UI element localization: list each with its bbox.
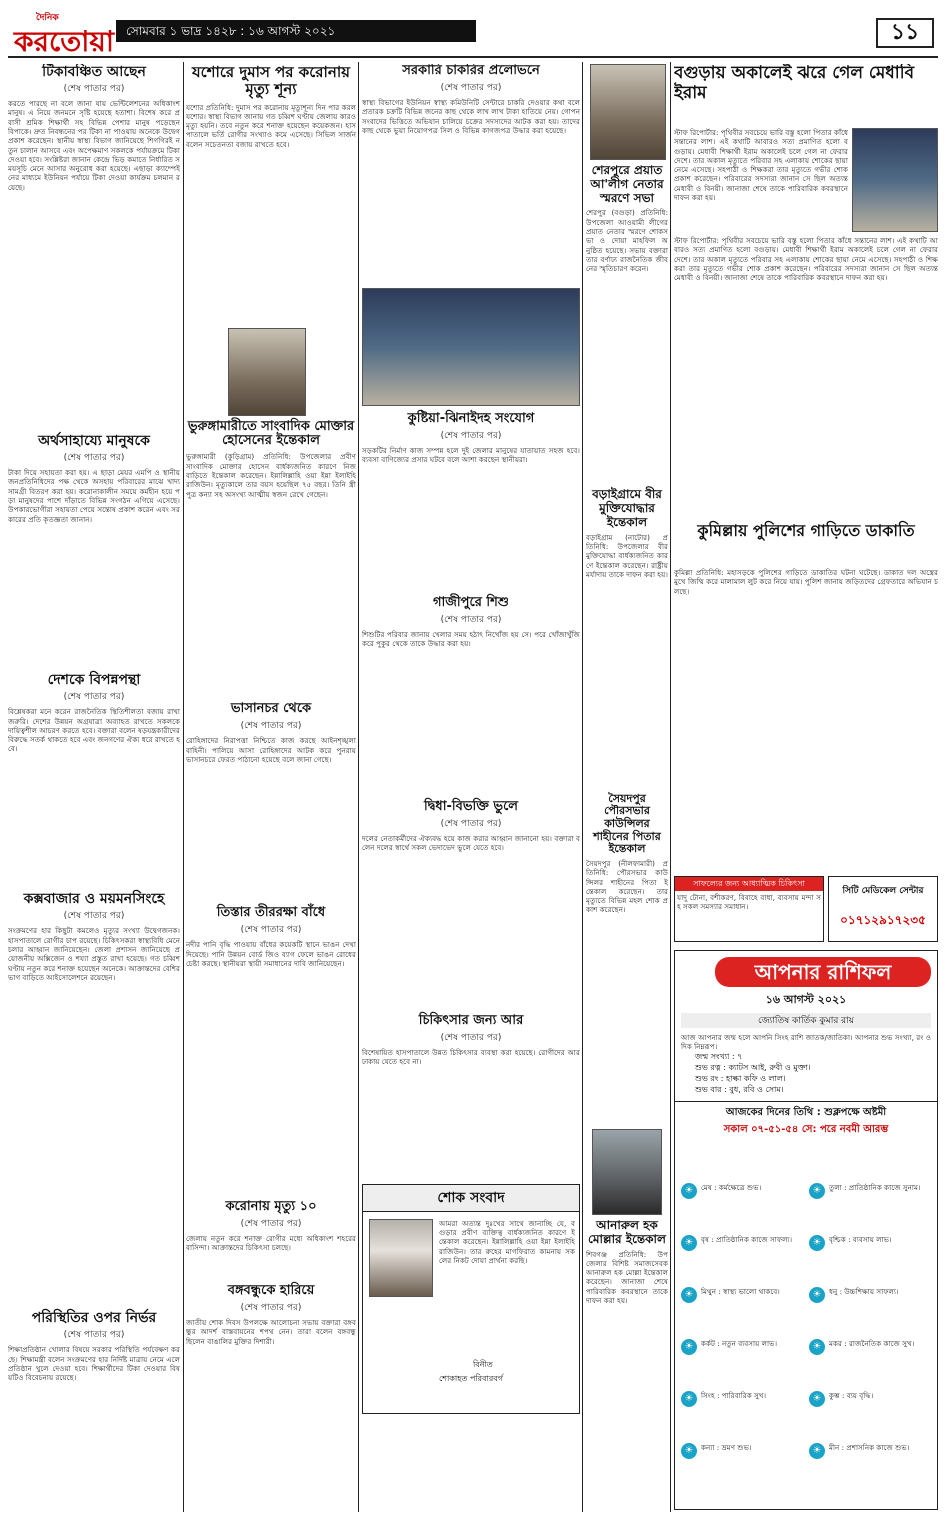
continued-label: (শেষ পাতার পর): [63, 692, 125, 703]
article-body: শিক্ষাপ্রতিষ্ঠান খোলার বিষয়ে সরকার পরিস্থিতি পর্যবেক্ষণ করছে। শিক্ষামন্ত্রী বলেন সংক্রমণের হার নির্দিষ্ট মাত্রায় নেমে এলে প্রতিষ্ঠান খুলে দেওয়া হবে। শিক্ষার্থীদের টিকা দেওয়ার বিষয়টিও বিবেচনায় রয়েছে।: [8, 1345, 180, 1383]
page-number: ১১: [876, 18, 934, 48]
lead-photo: [852, 128, 938, 232]
group-photo: [362, 288, 580, 406]
horoscope-date: ১৬ আগস্ট ২০২১: [765, 993, 847, 1006]
article-body: জেলায় নতুন করে শনাক্ত রোগীর মধ্যে অধিকাংশ শহরের বাসিন্দা। আক্রান্তদের চিকিৎসা চলছে।: [186, 1234, 356, 1253]
tithi-line-2: সকাল ০৭-৫১-৫৪ সে: পরে নবমী আরম্ভ: [723, 1124, 889, 1135]
article-body: বিশ্লেষকরা মনে করেন রাজনৈতিক স্থিতিশীলতা বজায় রাখা জরুরি। দেশের উন্নয়ন অগ্রযাত্রা অব্যাহত রাখতে সকলকে দায়িত্বশীল আচরণ করতে হবে। বক্তারা বলেন ষড়যন্ত্রকারীদের বিরুদ্ধে সতর্ক থাকতে হবে এবং জনগণের ঐক্য ধরে রাখতে হবে।: [8, 707, 180, 754]
article-body: স্বাস্থ্য বিভাগের ইউনিয়ন স্বাস্থ্য কমিউনিটি সেন্টারে চাকরি দেওয়ার কথা বলে প্রতারক চক্রটি বিভিন্ন জনের কাছ থেকে লাখ লাখ টাকা হাতিয়ে নেয়। গোপন সংবাদের ভিত্তিতে অভিযান চালিয়ে চক্রের সদস্যদের আটক করা হয়। তাদের কাছ থেকে ভুয়া নিয়োগপত্র সিল ও বিভিন্ন কাগজপত্র উদ্ধার করা হয়েছে।: [362, 97, 580, 135]
article-body: কুমিল্লা প্রতিনিধি: মহাসড়কে পুলিশের গাড়িতে ডাকাতির ঘটনা ঘটেছে। ডাকাত দল অস্ত্রের মুখে জিম্মি করে মালামাল লুট করে নিয়ে যায়। পুলিশ জানায় জড়িতদের গ্রেফতারে অভিযান চলছে।: [674, 568, 938, 596]
article-body: ভুরুঙ্গামারী (কুড়িগ্রাম) প্রতিনিধি: উপজেলার প্রবীণ সাংবাদিক মোক্তার হোসেন বার্ধক্যজনিত কারণে নিজ বাড়িতে ইন্তেকাল করেছেন। ইন্নালিল্লাহি ওয়া ইন্না ইলাইহি রাজিউন। মৃত্যুকালে তার বয়স হয়েছিল ৭৫ বছর। তিনি স্ত্রী পুত্র কন্যা সহ অসংখ্য আত্মীয় স্বজন রেখে গেছেন।: [186, 452, 356, 499]
headline: কুষ্টিয়া-ঝিনাইদহ সংযোগ: [407, 410, 535, 426]
article-body: বিশেষায়িত হাসপাতালে উন্নত চিকিৎসার ব্যবস্থা করা হয়েছে। রোগীদের আর ঢাকায় যেতে হবে না।: [362, 1047, 580, 1066]
ad-box: [828, 876, 938, 942]
headline: সৈয়দপুর পৌরসভার কাউন্সিলর শাহীনের পিতার ইন্তেকাল: [593, 791, 661, 856]
logo-text: করতোয়া: [14, 25, 114, 58]
horoscope-row: শুভ রং : হাল্কা কফি ও লাল।: [695, 1074, 786, 1083]
sign-text: বৃষ : প্রাতিষ্ঠানিক কাজে সাফল্য।: [701, 1235, 793, 1244]
sun-sign-icon: ☀: [809, 1443, 825, 1459]
horoscope-row: শুভ বার : বুধ, রবি ও সোম।: [695, 1085, 784, 1094]
article-body: শেরপুর (বগুড়া) প্রতিনিধি: উপজেলা আওয়ামী লীগের প্রয়াত নেতার স্মরণে শোকসভা ও দোয়া মাহফিল অনুষ্ঠিত হয়েছে। সভায় বক্তারা তার বর্ণাঢ্য রাজনৈতিক জীবনের স্মৃতিচারণ করেন।: [586, 208, 668, 274]
continued-label: (শেষ পাতার পর): [63, 911, 125, 922]
date-line: সোমবার ১ ভাদ্র ১৪২৮ : ১৬ আগস্ট ২০২১: [116, 20, 476, 42]
sign-text: কন্যা : ভ্রমণ শুভ।: [701, 1443, 752, 1452]
article-body: শিবগঞ্জ প্রতিনিধি: উপজেলার বিশিষ্ট সমাজসেবক আনারুল হক মোল্লা ইন্তেকাল করেছেন। জানাজা শেষে পারিবারিক কবরস্থানে তাকে দাফন করা হয়।: [586, 1249, 668, 1306]
newspaper-logo: [8, 8, 114, 58]
condolence-sign: বিনীত: [473, 1359, 493, 1369]
headline: দেশকে বিপন্নপন্থা: [47, 672, 141, 689]
headline: দ্বিধা-বিভক্তি ভুলে: [423, 798, 518, 814]
continued-label: (শেষ পাতার পর): [240, 721, 302, 732]
portrait-photo: [592, 1129, 662, 1215]
logo-small-text: দৈনিক: [36, 13, 59, 23]
condolence-title: শোক সংবাদ: [363, 1185, 579, 1212]
lead-headline: বগুড়ায় অকালেই ঝরে গেল মেধাবি ইরাম: [674, 64, 915, 103]
sign-text: বৃশ্চিক : ব্যবসায় লাভ।: [829, 1235, 892, 1244]
headline: বঙ্গবন্ধুকে হারিয়ে: [227, 1283, 315, 1299]
sun-sign-icon: ☀: [681, 1339, 697, 1355]
condolence-sign-name: শোকাহত পরিবারবর্গ: [439, 1373, 503, 1383]
article-body: জাতীয় শোক দিবস উপলক্ষে আলোচনা সভায় বক্তারা বঙ্গবন্ধুর আদর্শ বাস্তবায়নের শপথ নেন। তারা বলেন বঙ্গবন্ধু ছিলেন বাঙালির মুক্তির দিশারী।: [186, 1318, 356, 1346]
continued-label: (শেষ পাতার পর): [440, 430, 502, 441]
horoscope-title: আপনার রাশিফল: [715, 957, 931, 987]
article-body: সৈয়দপুর (নীলফামারী) প্রতিনিধি: পৌরসভার কাউন্সিলর শাহীনের পিতা ইন্তেকাল করেছেন। তার মৃত্যুতে বিভিন্ন মহল শোক প্রকাশ করেছেন।: [586, 858, 668, 915]
headline: সরকারি চাকরির প্রলোভনে: [402, 64, 540, 78]
sun-sign-icon: ☀: [681, 1183, 697, 1199]
column-3: [362, 64, 580, 1512]
column-5: [674, 64, 938, 1512]
headline: শেরপুরে প্রয়াত আ'লীগ নেতার স্মরণে সভা: [590, 163, 664, 205]
headline: টিকাবঞ্চিত আছেন: [42, 64, 146, 80]
continued-label: (শেষ পাতার পর): [440, 818, 502, 829]
ad-phone: ০১৭১২৯১৭২৩৫: [840, 913, 926, 927]
headline: পরিস্থিতির ওপর নির্ভর: [31, 1310, 157, 1327]
sign-text: মিথুন : স্বাস্থ্য ভালো থাকবে।: [701, 1287, 780, 1296]
sun-sign-icon: ☀: [809, 1391, 825, 1407]
continued-label: (শেষ পাতার পর): [440, 614, 502, 625]
sun-sign-icon: ☀: [681, 1443, 697, 1459]
article-body: সংক্রমণের হার কিছুটা কমলেও মৃত্যুর সংখ্যা উদ্বেগজনক। হাসপাতালে রোগীর চাপ রয়েছে। চিকিৎসকরা স্বাস্থ্যবিধি মেনে চলার আহ্বান জানিয়েছেন। জেলা প্রশাসন জানিয়েছে প্রয়োজনীয় অক্সিজেন ও শয্যা প্রস্তুত রাখা হয়েছে। গত চব্বিশ ঘণ্টায় নতুন করে শনাক্ত হয়েছেন অনেকে। আক্রান্তদের বেশিরভাগ বাড়িতে আইসোলেশনে রয়েছেন।: [8, 926, 180, 982]
ad-box: [674, 876, 824, 942]
headline: ভুরুঙ্গামারীতে সাংবাদিক মোক্তার হোসেনের ইন্তেকাল: [187, 418, 355, 449]
article-body: নদীর পানি বৃদ্ধি পাওয়ায় বাঁধের কয়েকটি স্থানে ভাঙন দেখা দিয়েছে। পানি উন্নয়ন বোর্ড জিও ব্যাগ ফেলে ভাঙন রোধের চেষ্টা করছে। স্থানীয়রা স্থায়ী সমাধানের দাবি জানিয়েছেন।: [186, 940, 356, 968]
sign-text: মীন : প্রশাসনিক কাজে শুভ।: [829, 1443, 910, 1452]
ad-title: সিটি মেডিকেল সেন্টার: [842, 886, 924, 896]
headline: চিকিৎসার জন্য আর: [418, 1012, 524, 1028]
headline: অর্থসাহায্যে মানুষকে: [38, 433, 150, 450]
sun-sign-icon: ☀: [681, 1287, 697, 1303]
horoscope-rows: [675, 1051, 937, 1095]
continued-label: (শেষ পাতার পর): [240, 925, 302, 936]
sign-text: মেষ : কর্মক্ষেত্রে শুভ।: [701, 1183, 762, 1192]
signs-right: [809, 1183, 933, 1503]
masthead: [8, 6, 938, 58]
ad-body: যাদু টোনা, বশীকরণ, বিবাহে বাধা, ব্যবসায় মন্দা সহ সকল সমস্যার সমাধান।: [677, 893, 821, 912]
horoscope-row: শুভ রত্ন : ক্যাটস আই, রুবী ও মুক্তা।: [695, 1063, 811, 1072]
article-body: শিশুটির পরিবার জানায় খেলার সময় হঠাৎ নিখোঁজ হয় সে। পরে খোঁজাখুঁজি করে পুকুর থেকে তাকে উদ্ধার করা হয়।: [362, 629, 580, 649]
headline: তিস্তার তীররক্ষা বাঁধে: [216, 905, 326, 921]
headline: বড়াইগ্রামে বীর মুক্তিযোদ্ধার ইন্তেকাল: [592, 487, 662, 529]
horoscope-box: [674, 950, 938, 1510]
continued-label: (শেষ পাতার পর): [440, 82, 502, 93]
column-1: [8, 64, 180, 1512]
condolence-body: আমরা অত্যন্ত দুঃখের সাথে জানাচ্ছি যে, বগুড়ার প্রবীণ ব্যক্তিত্ব বার্ধক্যজনিত কারণে ইন্তেকাল করেছেন। ইন্নালিল্লাহি ওয়া ইন্না ইলাইহি রাজিউন। তার রুহের মাগফিরাত কামনায় সকলের নিকট দোয়া প্রার্থনা করছি।: [439, 1218, 575, 1265]
continued-label: (শেষ পাতার পর): [240, 1219, 302, 1230]
horoscope-row: জন্ম সংখ্যা : ৭: [695, 1052, 743, 1061]
sun-sign-icon: ☀: [681, 1391, 697, 1407]
sign-text: তুলা : প্রাতিষ্ঠানিক কাজে সুনাম।: [829, 1183, 921, 1192]
sign-text: কুম্ভ : ব্যয় বৃদ্ধি।: [829, 1391, 874, 1400]
article-body: সড়কটির নির্মাণ কাজ সম্পন্ন হলে দুই জেলার মানুষের যাতায়াত সহজ হবে। ব্যবসা বাণিজ্যের প্রসার ঘটবে বলে আশা করছেন স্থানীয়রা।: [362, 445, 580, 465]
column-4: [586, 64, 668, 1512]
portrait-photo: [228, 328, 306, 416]
article-body: রোহিঙ্গাদের নিরাপত্তা নিশ্চিতে কাজ করছে আইনশৃঙ্খলা বাহিনী। পালিয়ে আসা রোহিঙ্গাদের আটক করে পুনরায় ভাসানচরে ফেরত পাঠানো হয়েছে বলে জানা গেছে।: [186, 736, 356, 764]
article-body: বড়াইগ্রাম (নাটোর) প্রতিনিধি: উপজেলার বীর মুক্তিযোদ্ধা বার্ধক্যজনিত কারণে ইন্তেকাল করেছেন। রাষ্ট্রীয় মর্যাদায় তাকে দাফন করা হয়।: [586, 532, 668, 579]
sun-sign-icon: ☀: [809, 1287, 825, 1303]
article-body: টাকা দিয়ে সহায়তা করা হয়। এ ছাড়া মেয়র এমপি ও স্থানীয় জনপ্রতিনিধিদের পক্ষ থেকে অসহায় পরিবারের মাঝে খাদ্যসামগ্রী বিতরণ করা হয়। করোনাকালীন সময়ে কর্মহীন হয়ে পড়া মানুষদের পাশে দাঁড়াতে বিভিন্ন সংগঠন এগিয়ে এসেছে। উপকারভোগীরা সহায়তা পেয়ে সন্তোষ প্রকাশ করেন এবং সরকারের প্রতি কৃতজ্ঞতা জানান।: [8, 468, 180, 524]
continued-label: (শেষ পাতার পর): [440, 1032, 502, 1043]
sign-text: সিংহ : পারিবারিক সুখ।: [701, 1391, 767, 1400]
continued-label: (শেষ পাতার পর): [63, 84, 125, 95]
signs-left: [681, 1183, 805, 1503]
continued-label: (শেষ পাতার পর): [63, 1330, 125, 1341]
headline: করোনায় মৃত্যু ১০: [225, 1199, 317, 1215]
sign-text: কর্কট : নতুন ব্যবসায় লাভ।: [701, 1339, 778, 1348]
sun-sign-icon: ☀: [809, 1339, 825, 1355]
lead-body-cont: স্টাফ রিপোর্টার: পৃথিবীর সবচেয়ে ভারি বস্তু হলো পিতার কাঁধে সন্তানের লাশ। এই কথাটি আবারও সত্য প্রমাণিত হলো বগুড়ায়। মেধাবী শিক্ষার্থী ইরাম অকালেই চলে গেল না ফেরার দেশে। তার অকাল মৃত্যুতে পরিবার সহ এলাকায় শোকের ছায়া নেমে এসেছে। সহপাঠী ও শিক্ষকরা তার মৃত্যুতে গভীর শোক প্রকাশ করেছেন। পরিবারের সদস্যরা জানান সে ছিল অত্যন্ত মেধাবী ও বিনয়ী। জানাজা শেষে তাকে পারিবারিক কবরস্থানে দাফন করা হয়।: [674, 236, 938, 283]
column-2: [186, 64, 356, 1512]
sun-sign-icon: ☀: [809, 1235, 825, 1251]
continued-label: (শেষ পাতার পর): [240, 1303, 302, 1314]
sign-text: ধনু : উচ্চশিক্ষায় সাফল্য।: [829, 1287, 899, 1296]
condolence-box: [362, 1184, 580, 1414]
ad-title: সাফল্যের জন্য আধ্যাত্মিক চিকিৎসা: [675, 877, 823, 891]
headline: আনারুল হক মোল্লার ইন্তেকাল: [588, 1217, 666, 1246]
headline: ভাসানচর থেকে: [230, 701, 312, 717]
headline: কুমিল্লায় পুলিশের গাড়িতে ডাকাতি: [697, 521, 915, 540]
article-body: যশোর প্রতিনিধি: দুমাস পর করোনায় মৃত্যুশূন্য দিন পার করল যশোর। স্বাস্থ্য বিভাগ জানায় গত চব্বিশ ঘণ্টায় জেলায় কারও মৃত্যু হয়নি। তবে নতুন করে শনাক্ত হয়েছেন কয়েকজন। হাসপাতালে ভর্তি রোগীর সংখ্যাও কমে এসেছে। সিভিল সার্জন বলেন সচেতনতা বজায় রাখতে হবে।: [186, 102, 356, 149]
article-body: করতে পারছে না বলে জানা যায় ভেন্টিলেশনের অধিকাংশ মানুষ। এ নিয়ে জনমনে সৃষ্টি হয়েছে হতাশা। বিশেষ করে প্রবাসী শ্রমিক শিক্ষার্থী সহ বিভিন্ন পেশার মানুষ পড়েছেন বিপাকে। দ্রুত নিবন্ধনের পর টিকা না পাওয়ায় অনেকে উদ্বেগ প্রকাশ করেছেন। স্থানীয় স্বাস্থ্য বিভাগ জানিয়েছে শিগগিরই নতুন চালান আসবে এবং অপেক্ষমাণ সকলকে পর্যায়ক্রমে টিকা দেওয়া হবে। সংশ্লিষ্টরা জানান কেন্দ্রে ভিড় কমাতে নির্ধারিত সময়সূচি মেনে আসার অনুরোধ করা হয়েছে। এছাড়া ক্যাম্পেইনের মাধ্যমে ইউনিয়ন পর্যায়ে টিকা দেওয়া কার্যক্রম চলমান রয়েছে।: [8, 99, 180, 192]
headline: যশোরে দুমাস পর করোনায় মৃত্যু শূন্য: [192, 64, 350, 99]
headline: কক্সবাজার ও ময়মনসিংহে: [23, 891, 165, 908]
sun-sign-icon: ☀: [809, 1183, 825, 1199]
horoscope-intro: আজ আপনার জন্ম হলে আপনি সিংহ রাশি জাতক/জাতিকা। আপনার শুভ সংখ্যা, রং ও দিক নিম্নরূপ।: [681, 1033, 931, 1051]
continued-label: (শেষ পাতার পর): [63, 453, 125, 464]
article-body: দলের নেতাকর্মীদের ঐক্যবদ্ধ হয়ে কাজ করার আহ্বান জানানো হয়। বক্তারা বলেন দলের স্বার্থে সকল ভেদাভেদ ভুলে যেতে হবে।: [362, 833, 580, 853]
condolence-photo: [369, 1219, 433, 1297]
lead-body: স্টাফ রিপোর্টার: পৃথিবীর সবচেয়ে ভারি বস্তু হলো পিতার কাঁধে সন্তানের লাশ। এই কথাটি আবারও সত্য প্রমাণিত হলো বগুড়ায়। মেধাবী শিক্ষার্থী ইরাম অকালেই চলে গেল না ফেরার দেশে। তার অকাল মৃত্যুতে পরিবার সহ এলাকায় শোকের ছায়া নেমে এসেছে। সহপাঠী ও শিক্ষকরা তার মৃত্যুতে গভীর শোক প্রকাশ করেছেন। পরিবারের সদস্যরা জানান সে ছিল অত্যন্ত মেধাবী ও বিনয়ী। জানাজা শেষে তাকে পারিবারিক কবরস্থানে দাফন করা হয়।: [674, 128, 848, 203]
headline: গাজীপুরে শিশু: [433, 594, 509, 610]
tithi-line: আজকের দিনের তিথি : শুক্লপক্ষে অষ্টমী: [675, 1101, 937, 1122]
horoscope-author: জ্যোতিষ কার্তিক কুমার রায়: [681, 1013, 931, 1028]
sun-sign-icon: ☀: [681, 1235, 697, 1251]
sign-text: মকর : রাজনৈতিক কাজে সুখ।: [829, 1339, 915, 1348]
portrait-photo: [590, 64, 666, 160]
